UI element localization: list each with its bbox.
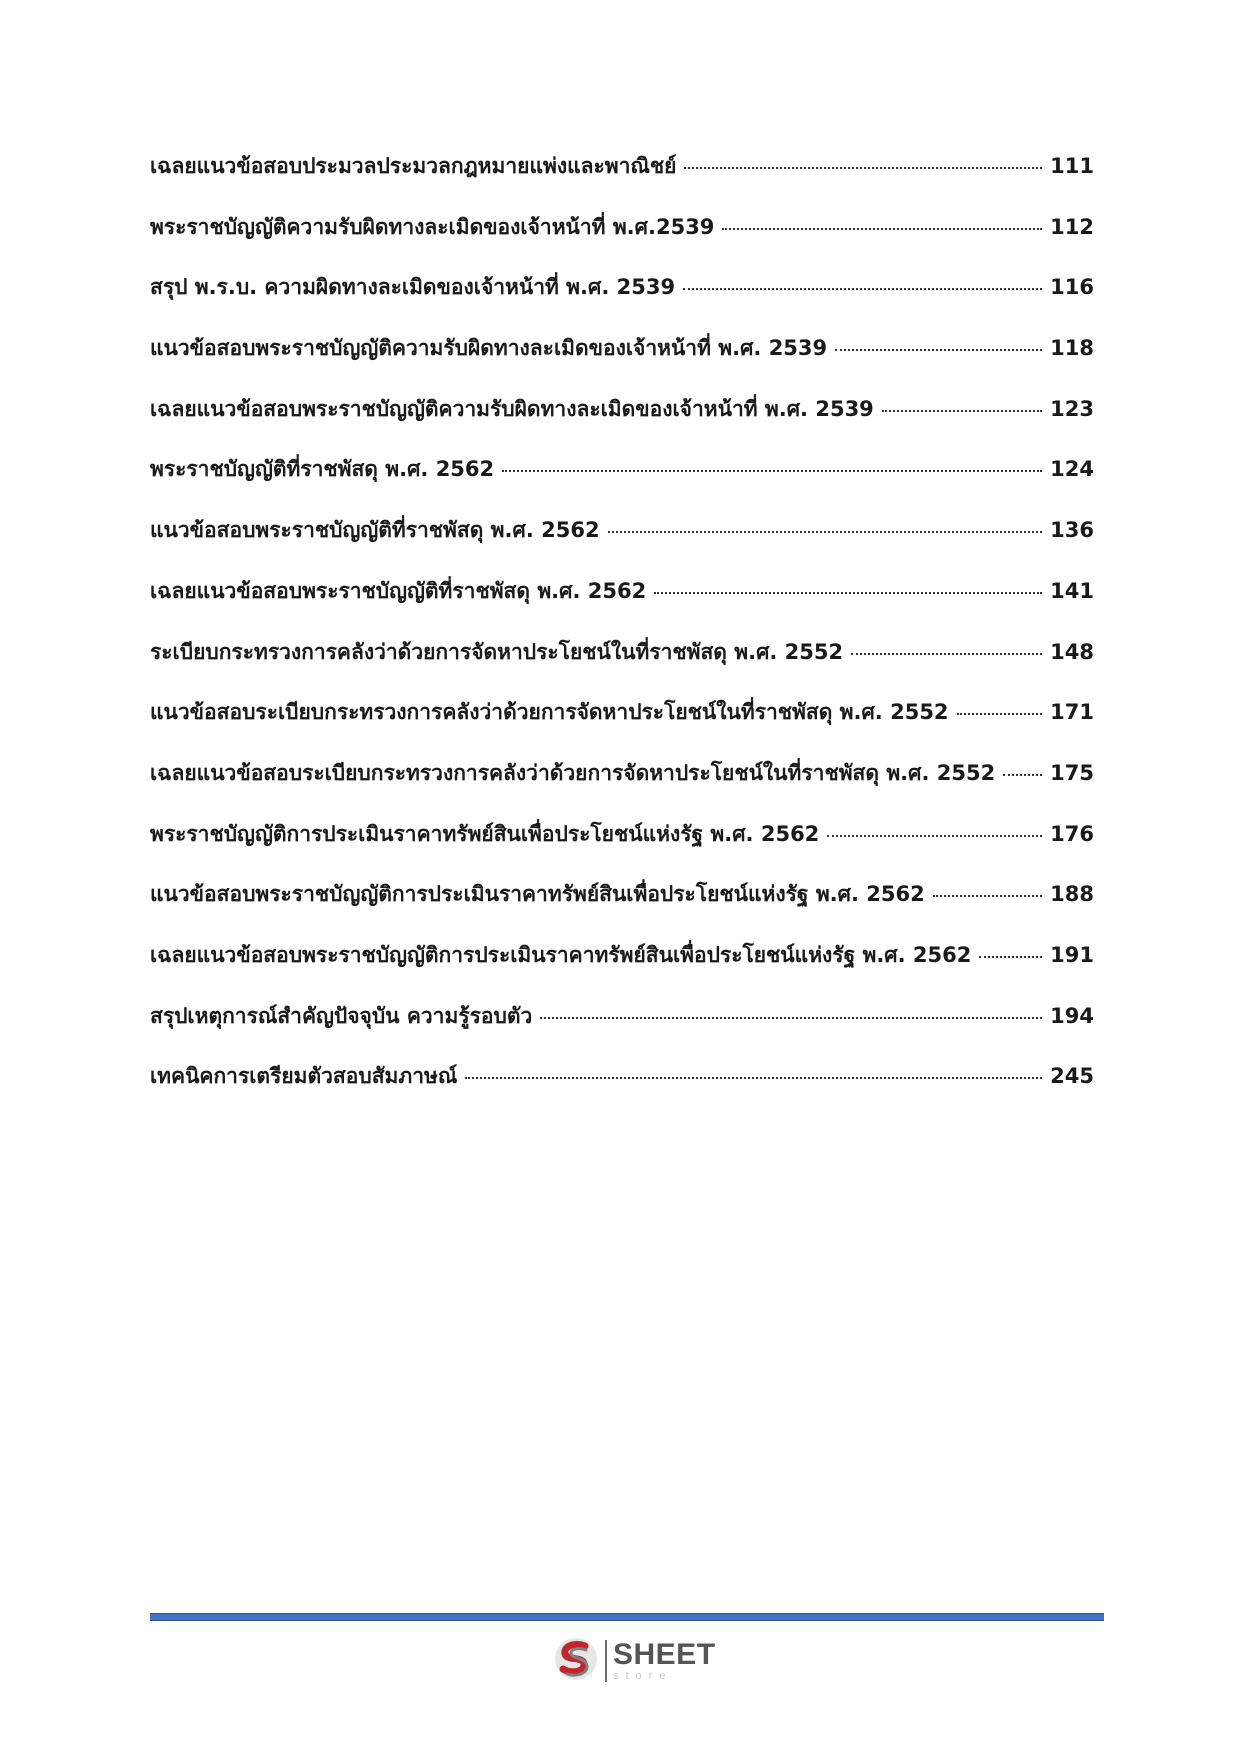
toc-dot-leader: [827, 835, 1042, 837]
toc-entry-page-number: 175: [1050, 760, 1094, 785]
toc-entry-page-number: 111: [1050, 154, 1094, 178]
toc-entry-page-number: 245: [1050, 1064, 1094, 1089]
sheet-store-logo-icon: [553, 1636, 599, 1686]
toc-dot-leader: [608, 531, 1043, 533]
toc-entry-title: แนวข้อสอบพระราชบัญญัติที่ราชพัสดุ พ.ศ. 2562: [150, 518, 600, 543]
toc-entry-title: พระราชบัญญัติการประเมินราคาทรัพย์สินเพื่อประโยชน์แห่งรัฐ พ.ศ. 2562: [150, 821, 820, 846]
toc-entry[interactable]: [150, 393, 1094, 454]
toc-entry-page-number: 123: [1050, 396, 1094, 421]
toc-entry[interactable]: [150, 757, 1094, 818]
toc-entry[interactable]: [150, 150, 1094, 211]
toc-entry[interactable]: [150, 514, 1094, 575]
toc-entry-title: เฉลยแนวข้อสอบพระราชบัญญัติที่ราชพัสดุ พ.ศ. 2562: [150, 578, 647, 603]
toc-entry[interactable]: [150, 818, 1094, 879]
toc-entry[interactable]: [150, 1060, 1094, 1121]
toc-entry[interactable]: [150, 211, 1094, 272]
logo-divider: [605, 1640, 607, 1682]
toc-entry-page-number: 194: [1050, 1003, 1094, 1028]
toc-entry[interactable]: [150, 575, 1094, 636]
toc-entry-page-number: 116: [1050, 275, 1094, 300]
toc-entry-page-number: 148: [1050, 639, 1094, 664]
toc-entry-page-number: 176: [1050, 821, 1094, 846]
toc-entry-title: เฉลยแนวข้อสอบพระราชบัญญัติการประเมินราคาทรัพย์สินเพื่อประโยชน์แห่งรัฐ พ.ศ. 2562: [150, 942, 972, 967]
toc-entry-title: แนวข้อสอบพระราชบัญญัติการประเมินราคาทรัพย์สินเพื่อประโยชน์แห่งรัฐ พ.ศ. 2562: [150, 882, 925, 907]
toc-dot-leader: [502, 470, 1042, 472]
toc-entry[interactable]: [150, 636, 1094, 697]
toc-entry[interactable]: [150, 939, 1094, 1000]
toc-entry-title: เฉลยแนวข้อสอบประมวลประมวลกฎหมายแพ่งและพาณิชย์: [150, 154, 677, 178]
toc-entry-title: เฉลยแนวข้อสอบระเบียบกระทรวงการคลังว่าด้วยการจัดหาประโยชน์ในที่ราชพัสดุ พ.ศ. 2552: [150, 760, 996, 785]
toc-entry-title: ระเบียบกระทรวงการคลังว่าด้วยการจัดหาประโยชน์ในที่ราชพัสดุ พ.ศ. 2552: [150, 639, 844, 664]
toc-entry-page-number: 136: [1050, 518, 1094, 543]
table-of-contents: [150, 150, 1094, 1121]
toc-entry-title: สรุปเหตุการณ์สำคัญปัจจุบัน ความรู้รอบตัว: [150, 1003, 533, 1028]
toc-dot-leader: [683, 288, 1042, 290]
toc-entry[interactable]: [150, 332, 1094, 393]
toc-entry-page-number: 141: [1050, 578, 1094, 603]
toc-entry-title: แนวข้อสอบพระราชบัญญัติความรับผิดทางละเมิดของเจ้าหน้าที่ พ.ศ. 2539: [150, 336, 828, 361]
toc-entry-title: เทคนิคการเตรียมตัวสอบสัมภาษณ์: [150, 1064, 458, 1089]
toc-entry-page-number: 171: [1050, 700, 1094, 725]
footer-logo: [553, 1636, 716, 1686]
toc-entry-page-number: 112: [1050, 214, 1094, 239]
toc-entry-page-number: 124: [1050, 457, 1094, 482]
logo-wordmark: SHEET: [613, 1638, 716, 1671]
toc-entry[interactable]: [150, 696, 1094, 757]
toc-entry-page-number: 188: [1050, 882, 1094, 907]
toc-entry-title: พระราชบัญญัติความรับผิดทางละเมิดของเจ้าหน้าที่ พ.ศ.2539: [150, 214, 715, 239]
toc-entry-page-number: 118: [1050, 336, 1094, 361]
toc-dot-leader: [684, 167, 1042, 169]
toc-entry-title: พระราชบัญญัติที่ราชพัสดุ พ.ศ. 2562: [150, 457, 495, 482]
toc-dot-leader: [933, 895, 1042, 897]
toc-dot-leader: [1003, 774, 1042, 776]
toc-entry[interactable]: [150, 878, 1094, 939]
toc-dot-leader: [957, 713, 1043, 715]
toc-entry-title: สรุป พ.ร.บ. ความผิดทางละเมิดของเจ้าหน้าที่ พ.ศ. 2539: [150, 275, 676, 300]
toc-entry-title: เฉลยแนวข้อสอบพระราชบัญญัติความรับผิดทางละเมิดของเจ้าหน้าที่ พ.ศ. 2539: [150, 396, 874, 421]
toc-dot-leader: [654, 592, 1042, 594]
toc-dot-leader: [882, 410, 1042, 412]
toc-dot-leader: [979, 956, 1042, 958]
logo-subtitle: store: [613, 1670, 673, 1682]
toc-dot-leader: [722, 228, 1042, 230]
toc-entry-title: แนวข้อสอบระเบียบกระทรวงการคลังว่าด้วยการจัดหาประโยชน์ในที่ราชพัสดุ พ.ศ. 2552: [150, 700, 949, 725]
toc-dot-leader: [465, 1077, 1042, 1079]
toc-entry[interactable]: [150, 1000, 1094, 1061]
toc-dot-leader: [835, 349, 1042, 351]
toc-dot-leader: [540, 1017, 1042, 1019]
toc-entry[interactable]: [150, 271, 1094, 332]
toc-entry-page-number: 191: [1050, 942, 1094, 967]
footer-rule: [150, 1613, 1104, 1621]
toc-dot-leader: [851, 653, 1042, 655]
toc-entry[interactable]: [150, 453, 1094, 514]
